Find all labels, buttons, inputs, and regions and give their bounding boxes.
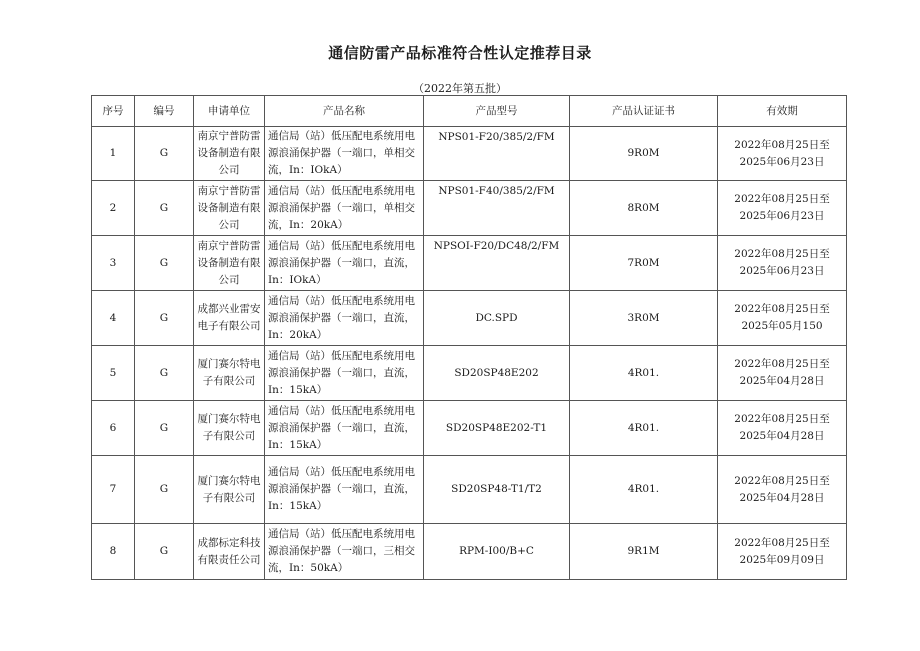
cell-applicant: 南京宁普防雷设备制造有限公司 <box>194 181 265 236</box>
cell-product-model: NPSOI-F20/DC48/2/FM <box>424 236 570 291</box>
cell-product-name: 通信局（站）低压配电系统用电源浪涌保护器（一端口，三相交流，In：50kA） <box>265 524 424 580</box>
cell-certificate: 8R0M <box>570 181 718 236</box>
cell-product-model: NPS01-F40/385/2/FM <box>424 181 570 236</box>
cell-certificate: 7R0M <box>570 236 718 291</box>
table-row <box>92 524 847 580</box>
validity-end: 2025年06月23日 <box>739 210 825 222</box>
validity-end: 2025年06月23日 <box>739 265 825 277</box>
cell-product-name: 通信局（站）低压配电系统用电源浪涌保护器（一端口，单相交流，In：IOkA） <box>265 127 424 181</box>
cell-product-model: NPS01-F20/385/2/FM <box>424 127 570 181</box>
cell-validity <box>718 401 847 456</box>
header-code: 编号 <box>135 96 194 127</box>
cell-certificate: 9R0M <box>570 127 718 181</box>
validity-start: 2022年08月25日至 <box>734 138 830 151</box>
cell-product-model: SD20SP48E202 <box>424 346 570 401</box>
validity-start: 2022年08月25日至 <box>734 303 830 315</box>
cell-applicant: 厦门赛尔特电子有限公司 <box>194 456 265 524</box>
cell-product-name: 通信局（站）低压配电系统用电源浪涌保护器（一端口，直流，In：15kA） <box>265 456 424 524</box>
header-product-model: 产品型号 <box>424 96 570 127</box>
table-row <box>92 346 847 401</box>
cell-validity <box>718 346 847 401</box>
cell-applicant: 南京宁普防雷设备制造有限公司 <box>194 236 265 291</box>
table-row <box>92 291 847 346</box>
cell-product-name: 通信局（站）低压配电系统用电源浪涌保护器（一端口，直流，In：20kA） <box>265 291 424 346</box>
cell-certificate: 4R01. <box>570 401 718 456</box>
validity-end: 2025年04月28日 <box>739 375 825 387</box>
validity-start: 2022年08月25日至 <box>734 413 830 425</box>
cell-product-name: 通信局（站）低压配电系统用电源浪涌保护器（一端口，单相交流，In：20kA） <box>265 181 424 236</box>
cell-product-name: 通信局（站）低压配电系统用电源浪涌保护器（一端口，直流，In：15kA） <box>265 346 424 401</box>
cell-seq: 2 <box>92 181 135 236</box>
cell-validity <box>718 236 847 291</box>
cell-seq: 1 <box>92 127 135 181</box>
validity-start: 2022年08月25日至 <box>734 248 830 260</box>
table-row <box>92 127 847 181</box>
cell-product-model: DC.SPD <box>424 291 570 346</box>
validity-end: 2025年06月23日 <box>739 155 825 168</box>
cell-product-name: 通信局（站）低压配电系统用电源浪涌保护器（一端口，直流，In：15kA） <box>265 401 424 456</box>
cell-code: G <box>135 181 194 236</box>
header-certificate: 产品认证证书 <box>570 96 718 127</box>
cell-seq: 6 <box>92 401 135 456</box>
cell-validity <box>718 291 847 346</box>
cell-validity <box>718 456 847 524</box>
validity-end: 2025年04月28日 <box>739 430 825 442</box>
validity-end: 2025年05月150 <box>741 320 823 332</box>
cell-seq: 3 <box>92 236 135 291</box>
cell-certificate: 4R01. <box>570 346 718 401</box>
cell-applicant: 厦门赛尔特电子有限公司 <box>194 346 265 401</box>
cell-code: G <box>135 524 194 580</box>
header-applicant: 申请单位 <box>194 96 265 127</box>
cell-code: G <box>135 401 194 456</box>
table-row <box>92 181 847 236</box>
cell-product-model: SD20SP48-T1/T2 <box>424 456 570 524</box>
cell-product-name: 通信局（站）低压配电系统用电源浪涌保护器（一端口，直流，In：IOkA） <box>265 236 424 291</box>
cell-code: G <box>135 291 194 346</box>
validity-start: 2022年08月25日至 <box>734 474 830 487</box>
recommendation-table <box>91 95 847 580</box>
cell-seq: 5 <box>92 346 135 401</box>
header-seq: 序号 <box>92 96 135 127</box>
cell-validity <box>718 524 847 580</box>
validity-start: 2022年08月25日至 <box>734 193 830 205</box>
document-subtitle: （2022年第五批） <box>413 82 507 95</box>
validity-end: 2025年09月09日 <box>739 553 825 566</box>
cell-code: G <box>135 456 194 524</box>
cell-applicant: 成都标定科技有限责任公司 <box>194 524 265 580</box>
validity-end: 2025年04月28日 <box>739 491 825 504</box>
cell-certificate: 3R0M <box>570 291 718 346</box>
validity-start: 2022年08月25日至 <box>734 536 830 549</box>
cell-applicant: 厦门赛尔特电子有限公司 <box>194 401 265 456</box>
cell-code: G <box>135 127 194 181</box>
document-title: 通信防雷产品标准符合性认定推荐目录 <box>328 44 592 62</box>
cell-applicant: 南京宁普防雷设备制造有限公司 <box>194 127 265 181</box>
cell-seq: 4 <box>92 291 135 346</box>
cell-validity <box>718 181 847 236</box>
cell-seq: 7 <box>92 456 135 524</box>
table-row <box>92 456 847 524</box>
header-validity: 有效期 <box>718 96 847 127</box>
cell-certificate: 9R1M <box>570 524 718 580</box>
cell-seq: 8 <box>92 524 135 580</box>
cell-code: G <box>135 236 194 291</box>
cell-applicant: 成都兴业雷安电子有限公司 <box>194 291 265 346</box>
cell-validity <box>718 127 847 181</box>
cell-product-model: RPM-I00/B+C <box>424 524 570 580</box>
table-row <box>92 401 847 456</box>
cell-certificate: 4R01. <box>570 456 718 524</box>
cell-code: G <box>135 346 194 401</box>
table-row <box>92 236 847 291</box>
table-header-row <box>92 96 847 127</box>
header-product-name: 产品名称 <box>265 96 424 127</box>
validity-start: 2022年08月25日至 <box>734 358 830 370</box>
cell-product-model: SD20SP48E202-T1 <box>424 401 570 456</box>
